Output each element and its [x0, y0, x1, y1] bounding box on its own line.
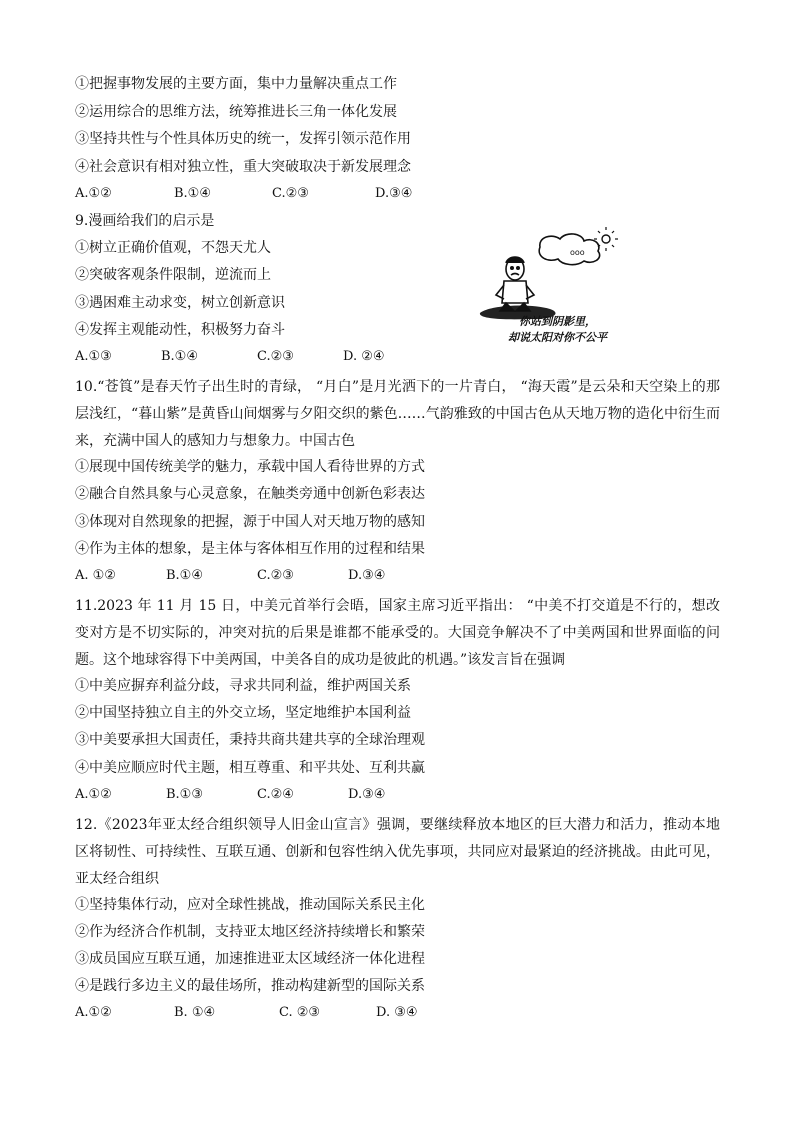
q12-option-4: ④是践行多边主义的最佳场所，推动构建新型的国际关系: [75, 978, 425, 994]
q12-stem: 12.《2023年亚太经合组织领导人旧金山宣言》强调，要继续释放本地区的巨大潜力和活力，推动本地区将韧性、可持续性、互联互通、创新和包容性纳入优先事项，共同应对最紧迫的经济挑战。由此可见，亚太经合组织: [75, 817, 720, 887]
q8-option-4: ④社会意识有相对独立性，重大突破取决于新发展理念: [75, 159, 411, 175]
q9-option-3: ③遇困难主动求变，树立创新意识: [75, 295, 285, 311]
q11-choice-c: C.②④: [257, 787, 294, 802]
q10-stem: 10.“苍筤”是春天竹子出生时的青绿， “月白”是月光洒下的一片青白， “海天霞”是云朵和天空染上的那层浅红，“暮山紫”是黄昏山间烟雾与夕阳交织的紫色……气韵雅致的中国古色从天地万物的造化中衍生而来，充满中国人的感知力与想象力。中国古色: [75, 379, 720, 449]
q10-option-2: ②融合自然具象与心灵意象，在触类旁通中创新色彩表达: [75, 486, 425, 502]
q12-choice-c: C. ②③: [279, 1005, 321, 1020]
q8-choice-c: C.②③: [272, 186, 309, 201]
q10-choice-a: A. ①②: [75, 568, 116, 583]
q8-choice-d: D.③④: [375, 186, 413, 201]
q9-option-2: ②突破客观条件限制，逆流而上: [75, 267, 271, 283]
q9-choice-d: D. ②④: [343, 349, 385, 364]
sun-icon: [602, 235, 610, 243]
q8-option-1: ①把握事物发展的主要方面，集中力量解决重点工作: [75, 76, 397, 92]
q9-choice-c: C.②③: [257, 349, 294, 364]
q9-choice-b: B.①④: [161, 349, 198, 364]
q12-choice-d: D. ③④: [376, 1005, 418, 1020]
q12-choice-a: A.①②: [75, 1005, 112, 1020]
q8-option-3: ③坚持共性与个性具体历史的统一，发挥引领示范作用: [75, 131, 411, 147]
q10-option-3: ③体现对自然现象的把握，源于中国人对天地万物的感知: [75, 514, 425, 530]
q12-option-1: ①坚持集体行动，应对全球性挑战，推动国际关系民主化: [75, 897, 425, 913]
q8-option-2: ②运用综合的思维方法，统筹推进长三角一体化发展: [75, 104, 397, 120]
q10-option-4: ④作为主体的想象，是主体与客体相互作用的过程和结果: [75, 541, 425, 557]
cartoon-illustration: [470, 225, 645, 355]
cartoon-caption-line1: 你站到阴影里，: [519, 315, 596, 328]
q9-choice-a: A.①③: [75, 349, 112, 364]
q11-stem: 11.2023 年 11 月 15 日，中美元首举行会晤，国家主席习近平指出： “中美不打交道是不行的，想改变对方是不切实际的，冲突对抗的后果是谁都不能承受的。大国竞争解决不了中美两国和世界面临的问题。这个地球容得下中美两国，中美各自的成功是彼此的机遇。”该发言旨在强调: [75, 598, 720, 668]
cartoon-drawing: [470, 225, 645, 320]
q8-choice-a: A.①②: [75, 186, 112, 201]
q12-option-3: ③成员国应互联互通，加速推进亚太区域经济一体化进程: [75, 951, 425, 967]
q12-option-2: ②作为经济合作机制，支持亚太地区经济持续增长和繁荣: [75, 924, 425, 940]
q11-choice-b: B.①③: [166, 787, 203, 802]
person-figure: [496, 257, 534, 311]
q11-option-3: ③中美要承担大国责任，秉持共商共建共享的全球治理观: [75, 732, 425, 748]
q10-choice-d: D.③④: [348, 568, 386, 583]
q11-choice-a: A.①②: [75, 787, 112, 802]
q11-choice-d: D.③④: [348, 787, 386, 802]
q10-option-1: ①展现中国传统美学的魅力，承载中国人看待世界的方式: [75, 459, 425, 475]
q11-option-1: ①中美应摒弃利益分歧，寻求共同利益，维护两国关系: [75, 678, 411, 694]
cartoon-caption-line2: 却说太阳对你不公平: [508, 331, 607, 344]
q12-choice-b: B. ①④: [174, 1005, 216, 1020]
q8-choice-b: B.①④: [174, 186, 211, 201]
q9-option-1: ①树立正确价值观，不怨天尤人: [75, 240, 271, 256]
q9-option-4: ④发挥主观能动性，积极努力奋斗: [75, 322, 285, 338]
q10-choice-c: C.②③: [257, 568, 294, 583]
q11-option-4: ④中美应顺应时代主题，相互尊重、和平共处、互利共赢: [75, 760, 425, 776]
q11-option-2: ②中国坚持独立自主的外交立场，坚定地维护本国利益: [75, 705, 411, 721]
q9-stem: 9.漫画给我们的启示是: [75, 213, 215, 229]
q10-choice-b: B.①④: [166, 568, 203, 583]
cloud-dots: ooo: [570, 248, 585, 257]
